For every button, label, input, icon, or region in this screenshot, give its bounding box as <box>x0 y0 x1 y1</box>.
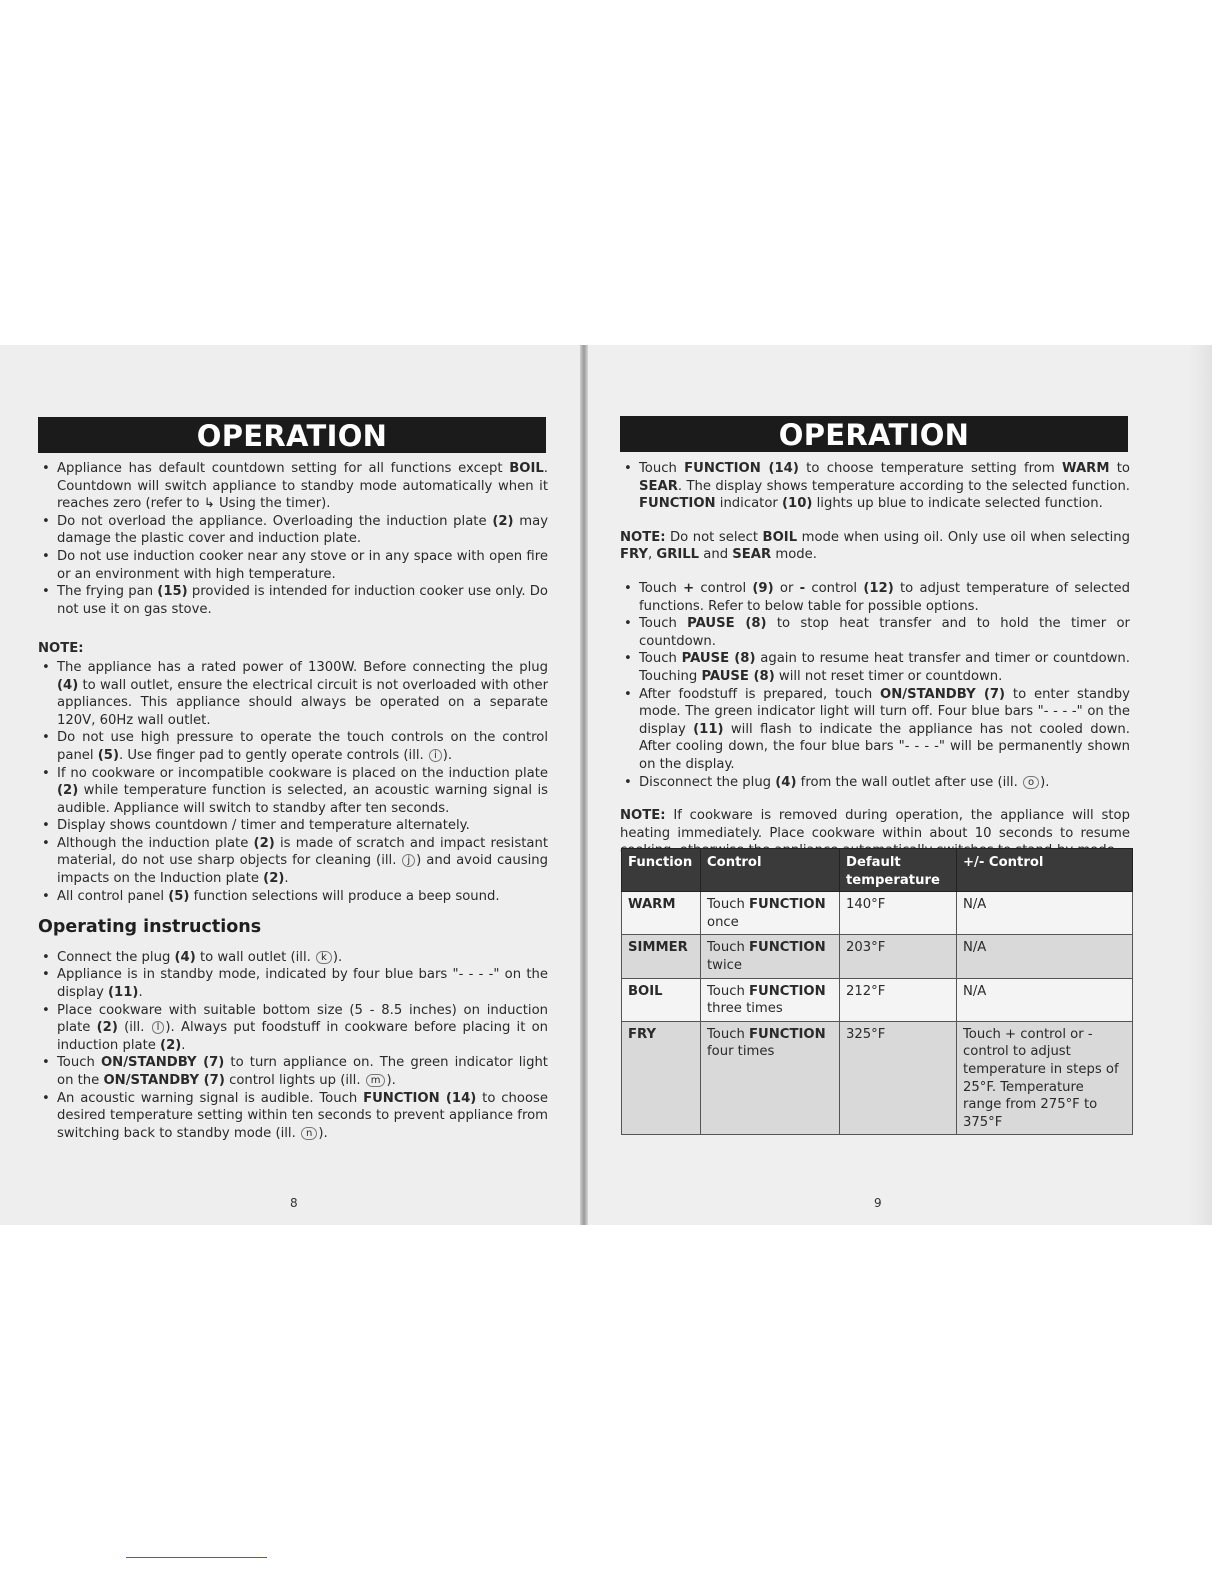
bold-run: SEAR <box>639 478 678 494</box>
list-item <box>620 580 1130 615</box>
default-temp: 203°F <box>846 940 886 956</box>
bold-run: (5) <box>97 747 120 763</box>
bottom-rule <box>126 1557 267 1558</box>
right-note-oil <box>620 529 1130 564</box>
text-run: and <box>699 547 733 563</box>
header-control: Control <box>701 849 840 892</box>
text-run: ). <box>318 1125 328 1141</box>
text-run: Do not use high pressure to operate the touch controls on the control panel <box>57 730 548 763</box>
cell-function <box>622 978 701 1021</box>
table-row <box>622 892 1133 935</box>
plus-minus-text: Touch + control or - control to adjust temperature in steps of 25°F. Temperature range from 275°F to 375°F <box>963 1026 1119 1130</box>
default-temp: 325°F <box>846 1026 886 1042</box>
cell-plus-minus <box>957 892 1133 935</box>
list-item <box>38 835 548 888</box>
bold-run: (4) <box>775 774 797 790</box>
text-run: . <box>181 1037 186 1053</box>
bold-run: (4) <box>174 949 196 965</box>
bold-run: BOIL <box>509 461 544 476</box>
cell-plus-minus <box>957 935 1133 978</box>
text-run: , <box>648 547 657 563</box>
bold-run: (2) <box>57 783 79 799</box>
text-run: All control panel <box>57 888 169 904</box>
cell-default-temp <box>840 978 957 1021</box>
text-run: . <box>284 871 289 887</box>
control-text: four times <box>707 1044 775 1060</box>
bold-run: (2) <box>253 835 275 851</box>
illustration-ref-icon: n <box>301 1127 317 1140</box>
text-run: again to resume heat transfer and timer or countdown. Touching <box>639 651 1130 684</box>
text-run: function selections will produce a beep sound. <box>189 888 500 904</box>
text-run: Touch <box>57 1055 101 1071</box>
list-item <box>620 650 1130 685</box>
bold-run: (4) <box>57 677 79 693</box>
bold-run: NOTE: <box>620 529 666 545</box>
right-column <box>620 460 1130 860</box>
text-run: may damage the plastic cover and induction plate. <box>57 513 549 547</box>
bold-run: WARM <box>1062 461 1110 476</box>
list-item <box>38 460 548 513</box>
text-run: is made of scratch and impact resistant material, do not use sharp objects for cleaning (ill. <box>57 835 548 869</box>
bold-run: GRILL <box>656 547 700 563</box>
text-run: After foodstuff is prepared, touch <box>639 686 881 702</box>
bold-run: FRY <box>620 547 648 563</box>
text-run: Do not overload the appliance. Overloading the induction plate <box>57 513 493 529</box>
table-body <box>622 892 1133 1135</box>
text-run: ). <box>386 1073 396 1088</box>
list-item <box>620 774 1130 792</box>
left-note-label: NOTE: <box>38 641 84 657</box>
control-key: FUNCTION <box>749 983 826 999</box>
right-mid-bullets <box>620 580 1130 791</box>
bold-run: (2) <box>263 871 285 887</box>
list-item <box>38 888 548 906</box>
plus-minus-text: N/A <box>963 897 987 913</box>
text-run: Place cookware with suitable bottom size (5 - 8.5 inches) on induction plate <box>57 1002 548 1036</box>
bold-run: + <box>683 580 695 596</box>
list-item <box>38 513 548 548</box>
text-run: from the wall outlet after use (ill. <box>796 774 1022 790</box>
control-text: Touch <box>707 983 750 999</box>
plus-minus-text: N/A <box>963 940 987 956</box>
list-item <box>38 949 548 967</box>
cell-plus-minus <box>957 978 1133 1021</box>
page-number-left: 8 <box>290 1196 298 1210</box>
cell-default-temp <box>840 1021 957 1135</box>
bold-run: BOIL <box>762 529 798 545</box>
illustration-ref-icon: o <box>1023 776 1039 789</box>
text-run: indicator <box>715 496 783 512</box>
text-run: to wall outlet, ensure the electrical circuit is not overloaded with other appliances. This appliance should always be operated on a separate 120V, 60Hz wall outlet. <box>57 677 548 728</box>
text-run: to <box>1109 461 1131 476</box>
section-title: Operating instructions <box>38 917 262 938</box>
bold-run: FUNCTION <box>639 496 716 512</box>
text-run: Appliance is in standby mode, indicated by four blue bars "- - - -" on the display <box>57 967 548 1001</box>
cell-plus-minus <box>957 1021 1133 1135</box>
text-run: The frying pan <box>57 584 158 600</box>
text-run: Connect the plug <box>57 949 175 965</box>
text-run: to adjust temperature of selected functions. Refer to below table for possible options. <box>639 580 1131 614</box>
bold-run: (15) <box>157 584 188 600</box>
right-top-bullets <box>620 460 1130 513</box>
text-run: will not reset timer or countdown. <box>774 668 1003 684</box>
control-text: once <box>707 914 739 930</box>
bold-run: (12) <box>863 580 894 596</box>
page-number-right: 9 <box>874 1196 882 1210</box>
control-text: three times <box>707 1001 783 1017</box>
table-row <box>622 978 1133 1021</box>
text-run: to choose temperature setting from <box>798 461 1063 476</box>
control-key: FUNCTION <box>749 940 826 956</box>
text-run: lights up blue to indicate selected function. <box>812 496 1103 512</box>
illustration-ref-icon: j <box>402 854 415 867</box>
header-default-temp: Default temperature <box>840 849 957 892</box>
text-run: provided is intended for induction cooker use only. Do not use it on gas stove. <box>57 584 548 617</box>
bold-run: (10) <box>782 496 813 512</box>
text-run: Touch <box>639 616 688 632</box>
list-item <box>38 966 548 1001</box>
left-top-bullets <box>38 460 548 618</box>
bold-run: ON/STANDBY (7) <box>880 686 1006 702</box>
cell-function <box>622 935 701 978</box>
list-item <box>38 1090 548 1143</box>
left-banner: OPERATION <box>38 417 546 453</box>
text-run: If no cookware or incompatible cookware is placed on the induction plate <box>57 765 548 781</box>
text-run: control <box>805 580 864 596</box>
text-run: ) and avoid causing impacts on the Induction plate <box>57 853 548 887</box>
text-run: ). <box>332 949 343 965</box>
table-row <box>622 935 1133 978</box>
text-run: An acoustic warning signal is audible. Touch <box>57 1090 364 1106</box>
text-run: Do not use induction cooker near any stove or in any space with open fire or an environment with high temperature. <box>57 548 548 582</box>
default-temp: 212°F <box>846 983 886 999</box>
bold-run: (11) <box>108 985 139 1001</box>
list-item <box>620 615 1130 650</box>
bold-run: SEAR <box>732 547 772 563</box>
text-run: or <box>773 580 800 596</box>
text-run: mode. <box>771 547 817 563</box>
list-item <box>620 460 1130 513</box>
text-run: . The display shows temperature according to the selected function. <box>677 478 1130 494</box>
list-item <box>38 583 548 618</box>
cell-control <box>701 892 840 935</box>
text-run: to choose desired temperature setting within ten seconds to prevent appliance from switching back to standby mode (ill. <box>57 1090 548 1141</box>
bold-run: (9) <box>752 580 774 596</box>
text-run: Display shows countdown / timer and temperature alternately. <box>57 818 470 834</box>
bold-run: ON/STANDBY (7) <box>103 1073 225 1088</box>
illustration-ref-icon: l <box>152 1021 165 1034</box>
text-run: ). <box>442 747 453 763</box>
text-run: Disconnect the plug <box>639 774 776 790</box>
table-header-row <box>622 849 1133 892</box>
cell-control <box>701 978 840 1021</box>
illustration-ref-icon: m <box>366 1074 386 1087</box>
bold-run: PAUSE (8) <box>687 616 767 632</box>
text-run: Do not select <box>665 529 763 545</box>
illustration-ref-icon: k <box>316 951 332 964</box>
list-item <box>620 686 1130 774</box>
cell-function <box>622 892 701 935</box>
bold-run: (2) <box>492 513 514 529</box>
plus-minus-text: N/A <box>963 983 987 999</box>
text-run: Although the induction plate <box>57 835 254 851</box>
page-fold <box>580 345 588 1225</box>
illustration-ref-icon: i <box>429 749 442 762</box>
bold-run: ON/STANDBY (7) <box>100 1055 225 1071</box>
bold-run: FUNCTION (14) <box>684 461 799 476</box>
text-run: Touch <box>639 651 682 667</box>
page-edge <box>1188 345 1212 1225</box>
list-item <box>38 765 548 818</box>
cell-control <box>701 935 840 978</box>
control-key: FUNCTION <box>749 897 826 913</box>
text-run: Appliance has default countdown setting for all functions except <box>57 461 510 476</box>
text-run: If cookware is removed during operation, the appliance will stop heating immediately. Place cookware within about 10 seconds to resume <box>620 808 1130 841</box>
cell-function <box>622 1021 701 1135</box>
control-key: FUNCTION <box>749 1026 826 1042</box>
control-text: twice <box>707 957 742 973</box>
text-run: ). Always put foodstuff in cookware before placing it on induction plate <box>57 1020 549 1053</box>
text-run: mode when using oil. Only use oil when selecting <box>797 529 1130 545</box>
list-item <box>38 1054 548 1089</box>
bold-run: - <box>799 580 806 596</box>
text-run: to wall outlet (ill. <box>195 949 316 965</box>
text-run: Touch <box>639 461 685 476</box>
text-run: . Countdown will switch appliance to standby mode automatically when it reaches zero (refer to ↳ Using the timer). <box>57 461 548 512</box>
bold-run: (2) <box>160 1037 182 1053</box>
cell-default-temp <box>840 935 957 978</box>
left-note-bullets <box>38 659 548 905</box>
text-run: control <box>694 580 753 596</box>
text-run: will flash to indicate the appliance has not cooled down. After cooling down, the four blue bars "- - - -" will be permanently shown on the display. <box>639 721 1130 772</box>
bold-run: NOTE: <box>620 808 666 824</box>
control-text: Touch <box>707 897 750 913</box>
function-name: WARM <box>628 897 676 913</box>
control-text: Touch <box>707 1026 750 1042</box>
instructions-list <box>38 949 548 1143</box>
bold-run: (2) <box>96 1020 118 1036</box>
left-column <box>38 460 548 1142</box>
list-item <box>38 1002 548 1055</box>
text-run: The appliance has a rated power of 1300W. Before connecting the plug <box>57 659 548 675</box>
text-run: (ill. <box>117 1020 151 1036</box>
text-run: while temperature function is selected, an acoustic warning signal is audible. Appliance will switch to standby after ten seconds. <box>57 783 548 816</box>
header-function: Function <box>622 849 701 892</box>
bold-run: PAUSE (8) <box>681 651 756 667</box>
function-name: SIMMER <box>628 940 688 956</box>
list-item <box>38 729 548 764</box>
function-name: FRY <box>628 1026 656 1042</box>
list-item <box>38 548 548 583</box>
default-temp: 140°F <box>846 897 886 913</box>
header-plus-minus: +/- Control <box>957 849 1133 892</box>
bold-run: PAUSE (8) <box>701 668 775 684</box>
text-run: to stop heat transfer and to hold the timer or countdown. <box>639 616 1130 649</box>
list-item <box>38 659 548 729</box>
text-run: ). <box>1040 774 1050 790</box>
text-run: control lights up (ill. <box>224 1073 365 1088</box>
table-row <box>622 1021 1133 1135</box>
cell-control <box>701 1021 840 1135</box>
function-table <box>621 848 1133 1135</box>
text-run: Touch <box>639 580 684 596</box>
right-banner: OPERATION <box>620 416 1128 452</box>
cell-default-temp <box>840 892 957 935</box>
text-run: . <box>138 985 143 1001</box>
text-run: to turn appliance on. The green indicator light on the <box>57 1055 548 1088</box>
bold-run: (11) <box>693 721 724 737</box>
function-name: BOIL <box>628 983 663 999</box>
text-run: . Use finger pad to gently operate controls (ill. <box>119 747 428 763</box>
bold-run: FUNCTION (14) <box>363 1090 477 1106</box>
control-text: Touch <box>707 940 750 956</box>
bold-run: (5) <box>168 888 190 904</box>
text-run: to enter standby mode. The green indicator light will turn off. Four blue bars "- - - -" on the display <box>639 686 1130 737</box>
list-item <box>38 817 548 835</box>
